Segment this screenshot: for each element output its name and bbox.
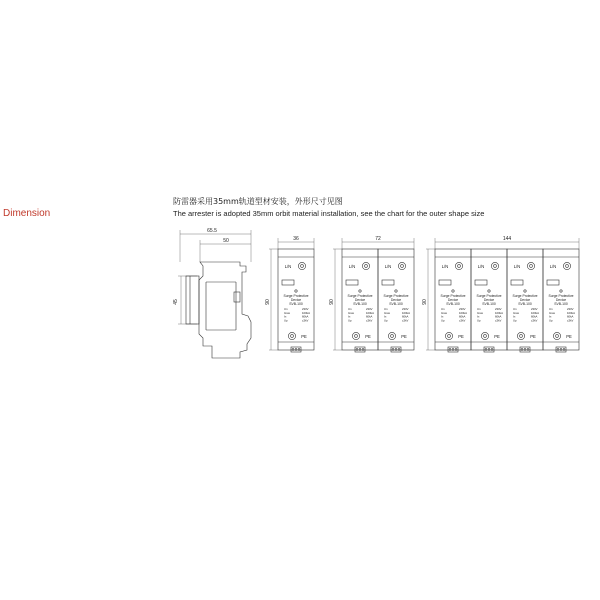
- terminal-screw-core-icon: [566, 265, 569, 268]
- pole: [471, 249, 507, 352]
- spec-value: ≤3kV: [459, 318, 466, 323]
- bottom-connector: [556, 347, 566, 352]
- bottom-connector: [391, 347, 401, 352]
- terminal-screw-icon: [491, 262, 498, 269]
- spec-key: In: [384, 314, 387, 319]
- terminal-screw-core-icon: [494, 265, 497, 268]
- width-dim-label: 36: [293, 236, 299, 242]
- spec-value: 230V: [459, 307, 466, 311]
- spec-key: Imax: [549, 310, 556, 315]
- spec-key: In: [284, 314, 287, 319]
- spec-key: In: [441, 314, 444, 319]
- spec-key: Imax: [477, 310, 484, 315]
- terminal-top-label: L/N: [441, 264, 449, 269]
- terminal-top-label: L/N: [284, 264, 292, 269]
- terminal-screw-core-icon: [365, 265, 368, 268]
- caption-english: The arrester is adopted 35mm orbit material installation, see the chart for the outer shape size: [173, 209, 485, 218]
- module-title-line2: Device: [390, 298, 402, 302]
- module-title-line1: Surge Protective: [512, 294, 538, 298]
- spec-key: In: [348, 314, 351, 319]
- terminal-bottom-label: PE: [401, 334, 407, 339]
- connector-pin-icon: [295, 349, 297, 351]
- terminal-screw-icon: [527, 262, 534, 269]
- terminal-screw-icon: [398, 262, 405, 269]
- spec-value: ≤3kV: [366, 318, 373, 323]
- module-model: SVB-100: [518, 302, 532, 306]
- terminal-bottom-label: PE: [301, 334, 307, 339]
- terminal-screw-core-icon: [530, 265, 533, 268]
- marker-icon: [295, 290, 297, 292]
- side-view: [173, 228, 251, 358]
- spec-key: Imax: [384, 310, 391, 315]
- pole: [543, 249, 579, 352]
- status-window: [475, 280, 487, 285]
- terminal-screw-icon: [455, 262, 462, 269]
- connector-pin-icon: [488, 349, 490, 351]
- spec-value: ≤3kV: [495, 318, 502, 323]
- connector-pin-icon: [455, 349, 457, 351]
- terminal-bottom-label: PE: [365, 334, 371, 339]
- spec-key: Un: [284, 307, 288, 311]
- spec-key: Un: [441, 307, 445, 311]
- bottom-connector: [355, 347, 365, 352]
- spec-key: Imax: [348, 310, 355, 315]
- spec-key: In: [513, 314, 516, 319]
- connector-pin-icon: [395, 349, 397, 351]
- pole: [278, 249, 314, 352]
- spec-value: 100kA: [567, 310, 575, 315]
- bottom-connector: [291, 347, 301, 352]
- connector-pin-icon: [524, 349, 526, 351]
- terminal-top-label: L/N: [348, 264, 356, 269]
- module-model: SVB-100: [353, 302, 367, 306]
- marker-icon: [524, 290, 526, 292]
- height-dim-label: 90: [265, 299, 271, 305]
- spec-key: Un: [513, 307, 517, 311]
- spec-key: Imax: [513, 310, 520, 315]
- terminal-top-label: L/N: [384, 264, 392, 269]
- terminal-screw-icon: [517, 332, 524, 339]
- spec-value: 230V: [302, 307, 309, 311]
- spec-key: Un: [477, 307, 481, 311]
- spec-value: 60kA: [302, 314, 309, 319]
- spec-value: 60kA: [495, 314, 502, 319]
- height-dim-label: 90: [422, 299, 428, 305]
- connector-pin-icon: [292, 349, 294, 351]
- module-title-line1: Surge Protective: [383, 294, 409, 298]
- module-title-line2: Device: [519, 298, 531, 302]
- spec-value: 100kA: [531, 310, 539, 315]
- spec-key: Up: [441, 318, 445, 323]
- module-title-line1: Surge Protective: [283, 294, 309, 298]
- spec-value: ≤3kV: [402, 318, 409, 323]
- connector-pin-icon: [452, 349, 454, 351]
- terminal-screw-core-icon: [401, 265, 404, 268]
- spec-value: 230V: [567, 307, 574, 311]
- spec-key: Up: [549, 318, 553, 323]
- spec-key: Un: [549, 307, 553, 311]
- spec-key: In: [477, 314, 480, 319]
- terminal-screw-icon: [553, 332, 560, 339]
- terminal-screw-icon: [298, 262, 305, 269]
- spec-value: 60kA: [567, 314, 574, 319]
- status-window: [346, 280, 358, 285]
- terminal-screw-icon: [445, 332, 452, 339]
- spec-value: 100kA: [366, 310, 374, 315]
- module-title-line2: Device: [483, 298, 495, 302]
- spec-key: Up: [384, 318, 388, 323]
- marker-icon: [359, 290, 361, 292]
- connector-pin-icon: [521, 349, 523, 351]
- module-view-4p: [422, 236, 579, 352]
- connector-pin-icon: [356, 349, 358, 351]
- terminal-top-label: L/N: [477, 264, 485, 269]
- terminal-screw-core-icon: [458, 265, 461, 268]
- spec-value: ≤3kV: [302, 318, 309, 323]
- terminal-bottom-label: PE: [458, 334, 464, 339]
- terminal-bottom-label: PE: [530, 334, 536, 339]
- width-dim-label: 144: [502, 236, 512, 242]
- spec-key: Up: [513, 318, 517, 323]
- terminal-screw-core-icon: [391, 335, 394, 338]
- module-title-line2: Device: [354, 298, 366, 302]
- bottom-connector: [520, 347, 530, 352]
- width-dim-label: 72: [375, 236, 381, 242]
- spec-value: 60kA: [402, 314, 409, 319]
- spec-value: 60kA: [531, 314, 538, 319]
- connector-pin-icon: [563, 349, 565, 351]
- connector-pin-icon: [485, 349, 487, 351]
- module-view-2p: [329, 236, 414, 352]
- spec-value: 100kA: [459, 310, 467, 315]
- terminal-screw-core-icon: [556, 335, 559, 338]
- spec-key: Un: [384, 307, 388, 311]
- bottom-connector: [484, 347, 494, 352]
- terminal-top-label: L/N: [513, 264, 521, 269]
- module-title-line1: Surge Protective: [476, 294, 502, 298]
- pole: [507, 249, 543, 352]
- marker-icon: [395, 290, 397, 292]
- terminal-top-label: L/N: [549, 264, 557, 269]
- module-title-line2: Device: [447, 298, 459, 302]
- front-views: [265, 236, 579, 352]
- module-model: SVB-100: [389, 302, 403, 306]
- spec-value: ≤3kV: [567, 318, 574, 323]
- spec-key: Up: [348, 318, 352, 323]
- status-window: [547, 280, 559, 285]
- pole: [378, 249, 414, 352]
- status-window: [382, 280, 394, 285]
- spec-key: In: [549, 314, 552, 319]
- terminal-screw-icon: [481, 332, 488, 339]
- terminal-bottom-label: PE: [566, 334, 572, 339]
- side-dim-body: 50: [223, 238, 229, 244]
- module-title-line1: Surge Protective: [347, 294, 373, 298]
- spec-value: 230V: [402, 307, 409, 311]
- status-window: [511, 280, 523, 285]
- connector-pin-icon: [527, 349, 529, 351]
- module-model: SVB-100: [482, 302, 496, 306]
- connector-pin-icon: [398, 349, 400, 351]
- module-title-line2: Device: [290, 298, 302, 302]
- terminal-screw-icon: [352, 332, 359, 339]
- spec-key: Imax: [284, 310, 291, 315]
- spec-value: 230V: [495, 307, 502, 311]
- spec-value: 100kA: [495, 310, 503, 315]
- terminal-screw-core-icon: [448, 335, 451, 338]
- spec-key: Up: [284, 318, 288, 323]
- spec-value: 100kA: [302, 310, 310, 315]
- side-dim-rail: 45: [173, 299, 179, 305]
- connector-pin-icon: [449, 349, 451, 351]
- spec-value: 100kA: [402, 310, 410, 315]
- module-title-line2: Device: [555, 298, 567, 302]
- spec-key: Un: [348, 307, 352, 311]
- height-dim-label: 90: [329, 299, 335, 305]
- spec-value: 230V: [531, 307, 538, 311]
- marker-icon: [560, 290, 562, 292]
- spec-value: 60kA: [366, 314, 373, 319]
- status-window: [282, 280, 294, 285]
- terminal-screw-core-icon: [484, 335, 487, 338]
- connector-pin-icon: [362, 349, 364, 351]
- terminal-bottom-label: PE: [494, 334, 500, 339]
- module-view-1p: [265, 236, 314, 352]
- spec-value: ≤3kV: [531, 318, 538, 323]
- terminal-screw-icon: [362, 262, 369, 269]
- side-dim-total: 65.5: [207, 228, 217, 234]
- spec-key: Up: [477, 318, 481, 323]
- module-model: SVB-100: [289, 302, 303, 306]
- connector-pin-icon: [557, 349, 559, 351]
- pole: [435, 249, 471, 352]
- connector-pin-icon: [392, 349, 394, 351]
- caption-chinese: 防雷器采用35mm轨道型材安装，外形尺寸见图: [173, 197, 343, 206]
- terminal-screw-core-icon: [520, 335, 523, 338]
- marker-icon: [488, 290, 490, 292]
- terminal-screw-core-icon: [301, 265, 304, 268]
- marker-icon: [452, 290, 454, 292]
- connector-pin-icon: [491, 349, 493, 351]
- terminal-screw-core-icon: [291, 335, 294, 338]
- module-model: SVB-100: [446, 302, 460, 306]
- terminal-screw-icon: [388, 332, 395, 339]
- module-title-line1: Surge Protective: [548, 294, 574, 298]
- spec-value: 230V: [366, 307, 373, 311]
- connector-pin-icon: [298, 349, 300, 351]
- connector-pin-icon: [560, 349, 562, 351]
- connector-pin-icon: [359, 349, 361, 351]
- pole: [342, 249, 378, 352]
- terminal-screw-icon: [563, 262, 570, 269]
- module-model: SVB-100: [554, 302, 568, 306]
- terminal-screw-icon: [288, 332, 295, 339]
- spec-value: 60kA: [459, 314, 466, 319]
- terminal-screw-core-icon: [355, 335, 358, 338]
- bottom-connector: [448, 347, 458, 352]
- spec-key: Imax: [441, 310, 448, 315]
- section-label: Dimension: [3, 208, 51, 219]
- status-window: [439, 280, 451, 285]
- module-title-line1: Surge Protective: [440, 294, 466, 298]
